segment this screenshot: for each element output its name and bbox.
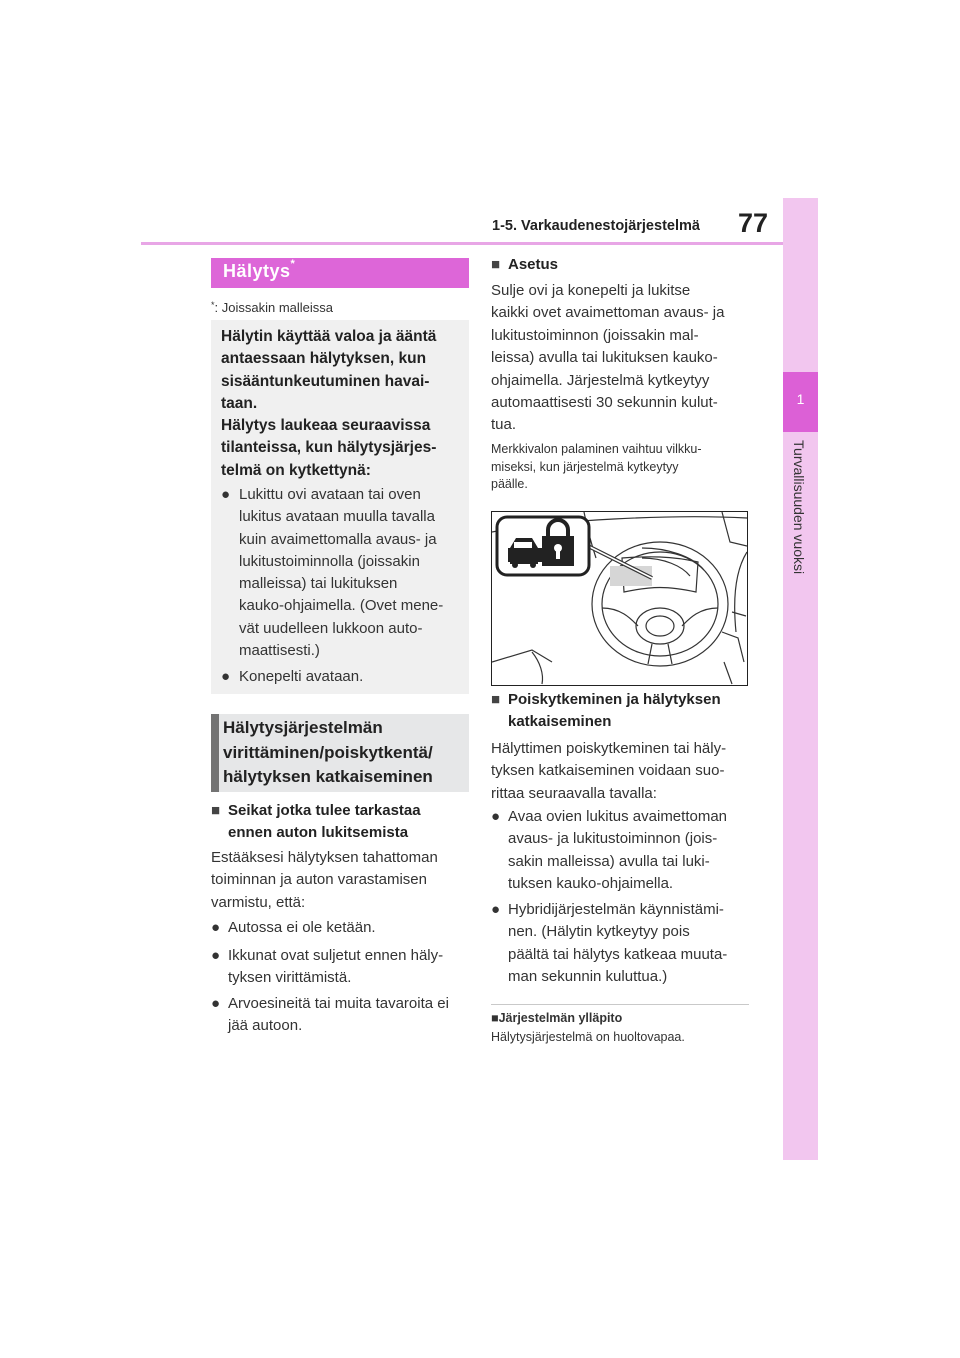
text-line: Järjestelmän ylläpito (498, 1011, 623, 1025)
subheading-cancel (491, 689, 753, 733)
text-line: lukitustoiminnon (joissakin mal- (491, 326, 699, 344)
text-line: maattisesti.) (239, 642, 320, 660)
text-line: katkaiseminen (508, 713, 612, 730)
footnote (211, 300, 333, 315)
text-line: miseksi, kun järjestelmä kytkeytyy (491, 459, 679, 474)
text-line: lukitustoiminnolla (joissakin (239, 552, 420, 570)
section-title-alarm (211, 258, 469, 288)
text-line: taan. (221, 394, 258, 412)
list-item (491, 899, 753, 989)
paragraph-setting (491, 280, 753, 437)
square-bullet-icon: ■ (491, 256, 501, 273)
text-line: jää autoon. (228, 1017, 303, 1035)
text-line: Konepelti avataan. (239, 668, 364, 685)
text-line: Hälytysjärjestelmä on huoltovapaa. (491, 1030, 685, 1044)
text-line: tyksen katkaiseminen voidaan suo- (491, 762, 725, 780)
square-bullet-icon: ■ (491, 691, 501, 708)
text-line: päälle. (491, 477, 528, 491)
section-title-alarm-text: Hälytys (223, 261, 291, 281)
list-item (221, 666, 463, 688)
list-item (211, 917, 473, 939)
text-line: kauko-ohjaimella. (Ovet mene- (239, 597, 444, 615)
text-line: malleissa) tai lukituksen (239, 575, 398, 593)
bullet-icon: ● (221, 486, 231, 503)
text-line: päältä tai hälytys katkeaa muuta- (508, 945, 728, 963)
square-bullet-icon: ■ (491, 1011, 499, 1025)
bullet-icon: ● (491, 901, 501, 918)
bullet-icon: ● (211, 919, 221, 936)
text-line: Ikkunat ovat suljetut ennen häly- (228, 947, 444, 964)
footnote-text: : Joissakin malleissa (214, 300, 334, 315)
chapter-name-container (783, 440, 818, 700)
section-title-setting (211, 714, 469, 792)
text-line: telmä on kytkettynä: (221, 461, 371, 479)
text-line: kaikki ovet avaimettoman avaus- ja (491, 304, 725, 322)
text-line: Hälyttimen poiskytkeminen tai häly- (491, 740, 727, 757)
paragraph-cancel (491, 738, 753, 805)
text-line: kuin avaimettomalla avaus- ja (239, 530, 437, 548)
text-line: Autossa ei ole ketään. (228, 919, 376, 936)
paragraph-check (211, 847, 473, 914)
text-line: varmistu, että: (211, 893, 306, 911)
text-line: tuksen kauko-ohjaimella. (508, 875, 674, 893)
text-line: Avaa ovien lukitus avaimettoman (508, 808, 728, 825)
dashboard-drawing (492, 512, 747, 685)
section-divider (491, 1004, 749, 1005)
text-line: Arvoesineitä tai muita tavaroita ei (228, 995, 449, 1012)
section-title-accent (211, 714, 219, 792)
text-line: Hälytin käyttää valoa ja ääntä (221, 328, 437, 345)
text-line: Hybridijärjestelmän käynnistämi- (508, 901, 724, 918)
text-line: nen. (Hälytin kytkeytyy pois (508, 923, 690, 941)
section-title-setting-text (223, 716, 467, 790)
square-bullet-icon: ■ (211, 802, 221, 819)
footnote-marker: * (211, 300, 215, 310)
list-item (491, 806, 753, 896)
note-setting (491, 441, 753, 494)
text-line: hälytyksen katkaiseminen (223, 767, 433, 786)
dashboard-illustration (491, 511, 748, 686)
text-line: Sulje ovi ja konepelti ja lukitse (491, 282, 691, 299)
list-item (211, 993, 473, 1038)
text-line: ohjaimella. Järjestelmä kytkeytyy (491, 371, 710, 389)
text-line: avaus- ja lukitustoiminnon (jois- (508, 830, 718, 848)
list-item (221, 484, 463, 662)
section-title-marker: * (290, 258, 296, 270)
text-line: virittäminen/poiskytkentä/ (223, 742, 433, 762)
bullet-icon: ● (491, 808, 501, 825)
text-line: Seikat jotka tulee tarkastaa (228, 802, 421, 819)
text-line: Hälytysjärjestelmän (223, 718, 383, 737)
header-rule (141, 242, 783, 245)
subheading-check (211, 800, 471, 844)
text-line: Lukittu ovi avataan tai oven (239, 486, 421, 503)
chapter-name: Turvallisuuden vuoksi (791, 440, 807, 575)
text-line: Hälytys laukeaa seuraavissa (221, 417, 431, 435)
subheading-maintenance (491, 1010, 753, 1028)
text-line: sakin malleissa) avulla tai luki- (508, 852, 710, 870)
text-line: Merkkivalon palaminen vaihtuu vilkku- (491, 442, 702, 456)
text-line: automaattisesti 30 sekunnin kulut- (491, 394, 718, 412)
text-line: Asetus (508, 256, 559, 273)
text-line: leissa) avulla tai lukituksen kauko- (491, 349, 718, 367)
text-line: sisääntunkeutuminen havai- (221, 372, 430, 390)
text-line: tua. (491, 416, 517, 434)
text-line: tyksen virittämistä. (228, 969, 352, 987)
text-line: lukitus avataan muulla tavalla (239, 508, 435, 526)
bullet-icon: ● (211, 995, 221, 1012)
maintenance-text (491, 1029, 753, 1047)
text-line: man sekunnin kuluttua.) (508, 968, 668, 986)
subheading-setting (491, 254, 751, 276)
page-number: 77 (738, 208, 769, 238)
list-item (211, 945, 473, 990)
text-line: ennen auton lukitsemista (228, 824, 409, 841)
text-line: Estääksesi hälytyksen tahattoman (211, 849, 438, 866)
chapter-number: 1 (796, 391, 805, 407)
info-box (211, 320, 469, 694)
text-line: toiminnan ja auton varastamisen (211, 871, 427, 889)
text-line: antaessaan hälytyksen, kun (221, 350, 427, 368)
info-box-intro (221, 326, 461, 482)
chapter-title: 1-5. Varkaudenestojärjestelmä (492, 218, 700, 234)
text-line: Poiskytkeminen ja hälytyksen (508, 691, 721, 708)
text-line: vät uudelleen lukkoon auto- (239, 619, 423, 637)
text-line: tilanteissa, kun hälytysjärjes- (221, 439, 437, 457)
text-line: rittaa seuraavalla tavalla: (491, 784, 657, 802)
bullet-icon: ● (221, 668, 231, 685)
bullet-icon: ● (211, 947, 221, 964)
